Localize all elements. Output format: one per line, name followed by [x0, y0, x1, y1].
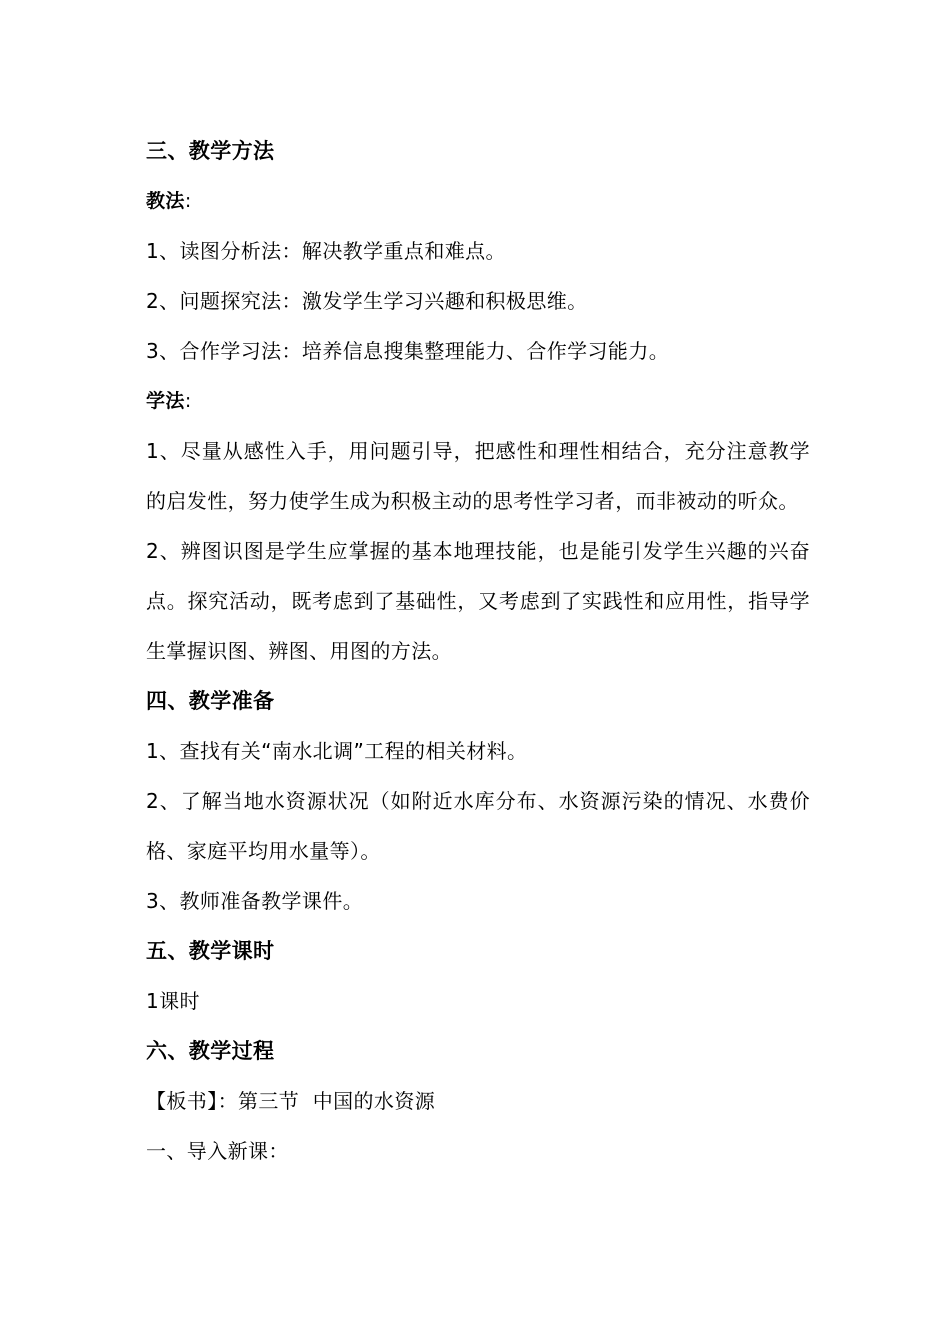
subheading-learning-methods — [146, 376, 810, 426]
list-item: 3、教师准备教学课件。 — [146, 889, 364, 913]
paragraph: 1、尽量从感性入手，用问题引导，把感性和理性相结合，充分注意教学的启发性，努力使学生成为积极主动的思考性学习者，而非被动的听众。 — [146, 439, 810, 513]
hours-value: 1课时 — [146, 989, 200, 1013]
document-page — [146, 126, 810, 1176]
section-heading-hours: 五、教学课时 — [146, 939, 275, 963]
subheading-teaching-methods — [146, 176, 810, 226]
list-item: 2、问题探究法：激发学生学习兴趣和积极思维。 — [146, 289, 588, 313]
section-heading-method: 三、教学方法 — [146, 139, 275, 163]
paragraph: 2、了解当地水资源状况（如附近水库分布、水资源污染的情况、水费价格、家庭平均用水量等）。 — [146, 789, 810, 863]
list-item: 1、查找有关“南水北调”工程的相关材料。 — [146, 739, 528, 763]
list-item: 1、读图分析法：解决教学重点和难点。 — [146, 239, 506, 263]
section-heading-preparation: 四、教学准备 — [146, 689, 275, 713]
paragraph: 2、辨图识图是学生应掌握的基本地理技能，也是能引发学生兴趣的兴奋点。探究活动，既考虑到了基础性，又考虑到了实践性和应用性，指导学生掌握识图、辨图、用图的方法。 — [146, 539, 810, 663]
subheading-label: 学法 — [146, 390, 185, 412]
board-title: 【板书】：第三节 中国的水资源 — [146, 1089, 436, 1113]
subheading-colon: : — [184, 190, 192, 212]
section-heading-process: 六、教学过程 — [146, 1039, 275, 1063]
subheading-label: 教法 — [146, 190, 185, 212]
intro-line: 一、导入新课： — [146, 1139, 289, 1163]
subheading-colon: : — [184, 390, 192, 412]
list-item: 3、合作学习法：培养信息搜集整理能力、合作学习能力。 — [146, 339, 670, 363]
